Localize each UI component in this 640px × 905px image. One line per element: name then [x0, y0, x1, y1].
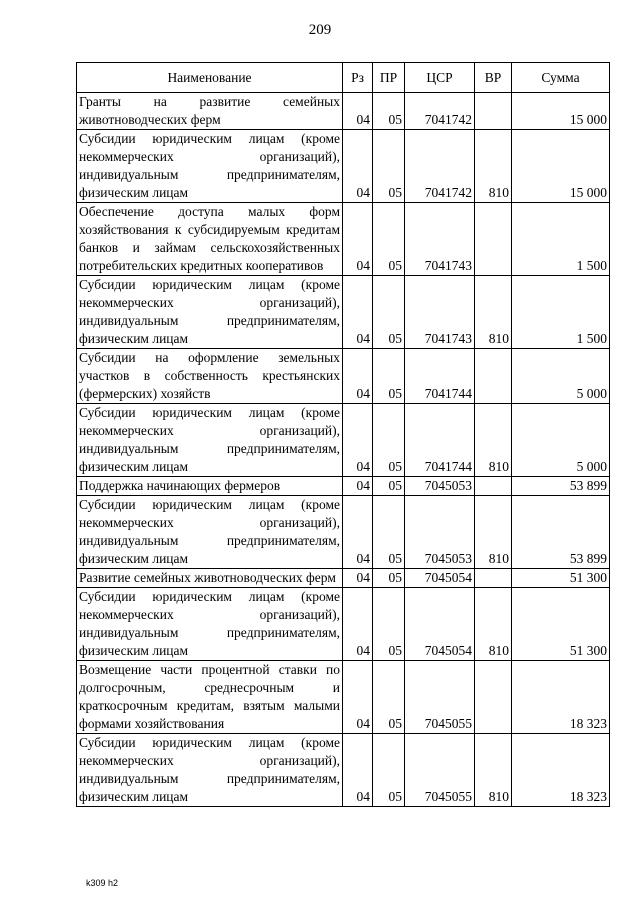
row-csr: 7045053 [405, 496, 475, 569]
row-pr: 05 [373, 477, 405, 496]
row-csr: 7041742 [405, 93, 475, 130]
row-name: Поддержка начинающих фермеров [77, 477, 343, 496]
budget-table [76, 62, 610, 807]
row-vr [475, 569, 512, 588]
row-pr: 05 [373, 130, 405, 203]
row-vr: 810 [475, 130, 512, 203]
table-row [77, 496, 610, 569]
row-name: Субсидии юридическим лицам (кроме некоммерческих организаций), индивидуальным предпринимателям, физическим лицам [77, 276, 343, 349]
row-rz: 04 [343, 477, 373, 496]
row-name: Гранты на развитие семейных животноводческих ферм [77, 93, 343, 130]
row-sum: 51 300 [512, 569, 610, 588]
row-name: Субсидии на оформление земельных участков в собственность крестьянских (фермерских) хозяйств [77, 349, 343, 404]
row-pr: 05 [373, 93, 405, 130]
row-name: Субсидии юридическим лицам (кроме некоммерческих организаций), индивидуальным предпринимателям, физическим лицам [77, 496, 343, 569]
row-csr: 7041742 [405, 130, 475, 203]
table-row [77, 588, 610, 661]
page-number: 209 [308, 22, 332, 38]
header-pr: ПР [373, 63, 405, 93]
row-csr: 7045054 [405, 569, 475, 588]
row-sum: 51 300 [512, 588, 610, 661]
header-name: Наименование [77, 63, 343, 93]
row-sum: 5 000 [512, 349, 610, 404]
row-vr [475, 203, 512, 276]
row-name: Обеспечение доступа малых форм хозяйствования к субсидируемым кредитам банков и займам сельскохозяйственных потребительских кредитных кооперативов [77, 203, 343, 276]
table-row [77, 734, 610, 807]
row-csr: 7041744 [405, 404, 475, 477]
row-rz: 04 [343, 734, 373, 807]
row-csr: 7041744 [405, 349, 475, 404]
header-csr: ЦСР [405, 63, 475, 93]
row-pr: 05 [373, 404, 405, 477]
row-sum: 18 323 [512, 661, 610, 734]
row-rz: 04 [343, 203, 373, 276]
row-pr: 05 [373, 276, 405, 349]
row-sum: 18 323 [512, 734, 610, 807]
row-name: Субсидии юридическим лицам (кроме некоммерческих организаций), индивидуальным предпринимателям, физическим лицам [77, 404, 343, 477]
table-header-row [77, 63, 610, 93]
row-rz: 04 [343, 404, 373, 477]
row-pr: 05 [373, 349, 405, 404]
row-rz: 04 [343, 496, 373, 569]
row-sum: 15 000 [512, 93, 610, 130]
row-vr: 810 [475, 276, 512, 349]
row-name: Субсидии юридическим лицам (кроме некоммерческих организаций), индивидуальным предпринимателям, физическим лицам [77, 130, 343, 203]
row-vr: 810 [475, 496, 512, 569]
table-row [77, 130, 610, 203]
header-sum: Сумма [512, 63, 610, 93]
row-vr [475, 477, 512, 496]
row-pr: 05 [373, 588, 405, 661]
table-row [77, 404, 610, 477]
row-sum: 15 000 [512, 130, 610, 203]
row-vr [475, 93, 512, 130]
row-sum: 5 000 [512, 404, 610, 477]
row-vr [475, 349, 512, 404]
row-pr: 05 [373, 496, 405, 569]
row-name: Субсидии юридическим лицам (кроме некоммерческих организаций), индивидуальным предпринимателям, физическим лицам [77, 734, 343, 807]
row-vr: 810 [475, 734, 512, 807]
row-name: Развитие семейных животноводческих ферм [77, 569, 343, 588]
row-sum: 53 899 [512, 496, 610, 569]
row-sum: 1 500 [512, 203, 610, 276]
table-row [77, 276, 610, 349]
row-pr: 05 [373, 734, 405, 807]
table-row [77, 349, 610, 404]
row-rz: 04 [343, 661, 373, 734]
row-csr: 7045054 [405, 588, 475, 661]
row-csr: 7045055 [405, 661, 475, 734]
row-vr: 810 [475, 588, 512, 661]
row-sum: 1 500 [512, 276, 610, 349]
row-name: Субсидии юридическим лицам (кроме некоммерческих организаций), индивидуальным предпринимателям, физическим лицам [77, 588, 343, 661]
header-vr: ВР [475, 63, 512, 93]
row-csr: 7041743 [405, 203, 475, 276]
row-csr: 7041743 [405, 276, 475, 349]
row-vr [475, 661, 512, 734]
table-row [77, 477, 610, 496]
row-csr: 7045055 [405, 734, 475, 807]
row-vr: 810 [475, 404, 512, 477]
header-rz: Рз [343, 63, 373, 93]
row-pr: 05 [373, 661, 405, 734]
row-rz: 04 [343, 276, 373, 349]
row-pr: 05 [373, 203, 405, 276]
table-row [77, 661, 610, 734]
footer-code: k309 h2 [86, 878, 119, 888]
row-rz: 04 [343, 93, 373, 130]
row-rz: 04 [343, 349, 373, 404]
row-rz: 04 [343, 569, 373, 588]
row-sum: 53 899 [512, 477, 610, 496]
table-row [77, 93, 610, 130]
row-name: Возмещение части процентной ставки по долгосрочным, среднесрочным и краткосрочным кредитам, взятым малыми формами хозяйствования [77, 661, 343, 734]
row-rz: 04 [343, 130, 373, 203]
row-csr: 7045053 [405, 477, 475, 496]
row-rz: 04 [343, 588, 373, 661]
row-pr: 05 [373, 569, 405, 588]
table-row [77, 203, 610, 276]
table-row [77, 569, 610, 588]
